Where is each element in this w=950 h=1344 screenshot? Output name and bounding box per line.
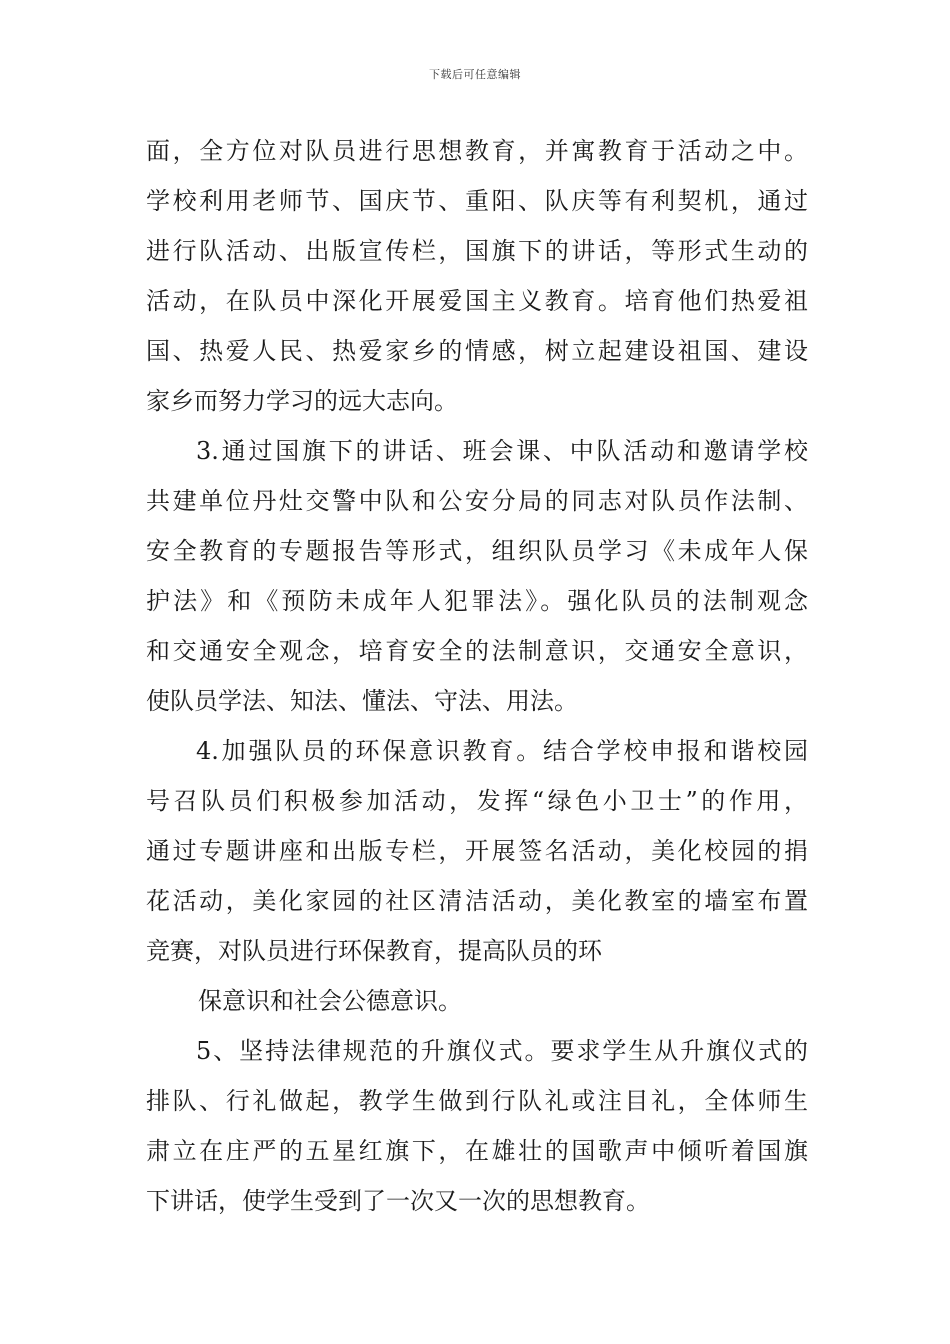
paragraph-5-first-line: 5、坚持法律规范的升旗仪式。要求学生从升旗仪式的 [196,1037,808,1065]
text-line: 和交通安全观念，培育安全的法制意识，交通安全意识， [146,637,808,665]
text-line: 排队、行礼做起，教学生做到行队礼或注目礼，全体师生 [146,1087,808,1115]
text-line: 面，全方位对队员进行思想教育，并寓教育于活动之中。 [146,137,808,165]
paragraph-continuation-line: 保意识和社会公德意识。 [198,987,462,1015]
document-body [146,126,808,1226]
text-line: 号召队员们积极参加活动，发挥“绿色小卫士”的作用， [146,787,808,815]
paragraph-3-first-line: 3.通过国旗下的讲话、班会课、中队活动和邀请学校 [196,437,808,465]
text-line: 护法》和《预防未成年人犯罪法》。强化队员的法制观念 [146,587,808,615]
text-line: 肃立在庄严的五星红旗下，在雄壮的国歌声中倾听着国旗 [146,1137,808,1165]
text-line: 使队员学法、知法、懂法、守法、用法。 [146,687,578,715]
paragraph-4-first-line: 4.加强队员的环保意识教育。结合学校申报和谐校园 [196,737,808,765]
text-line: 活动，在队员中深化开展爱国主义教育。培育他们热爱祖 [146,287,808,315]
page-header-note: 下载后可任意编辑 [429,68,521,81]
text-line: 进行队活动、出版宣传栏，国旗下的讲话，等形式生动的 [146,237,808,265]
text-line: 花活动，美化家园的社区清洁活动，美化教室的墙室布置 [146,887,808,915]
text-line: 家乡而努力学习的远大志向。 [146,387,458,415]
text-line: 竞赛，对队员进行环保教育，提高队员的环 [146,937,602,965]
text-line: 国、热爱人民、热爱家乡的情感，树立起建设祖国、建设 [146,337,808,365]
text-line: 安全教育的专题报告等形式，组织队员学习《未成年人保 [146,537,808,565]
text-line: 学校利用老师节、国庆节、重阳、队庆等有利契机，通过 [146,187,808,215]
text-line: 通过专题讲座和出版专栏，开展签名活动，美化校园的捐 [146,837,808,865]
text-line: 下讲话，使学生受到了一次又一次的思想教育。 [146,1187,650,1215]
text-line: 共建单位丹灶交警中队和公安分局的同志对队员作法制、 [146,487,808,515]
